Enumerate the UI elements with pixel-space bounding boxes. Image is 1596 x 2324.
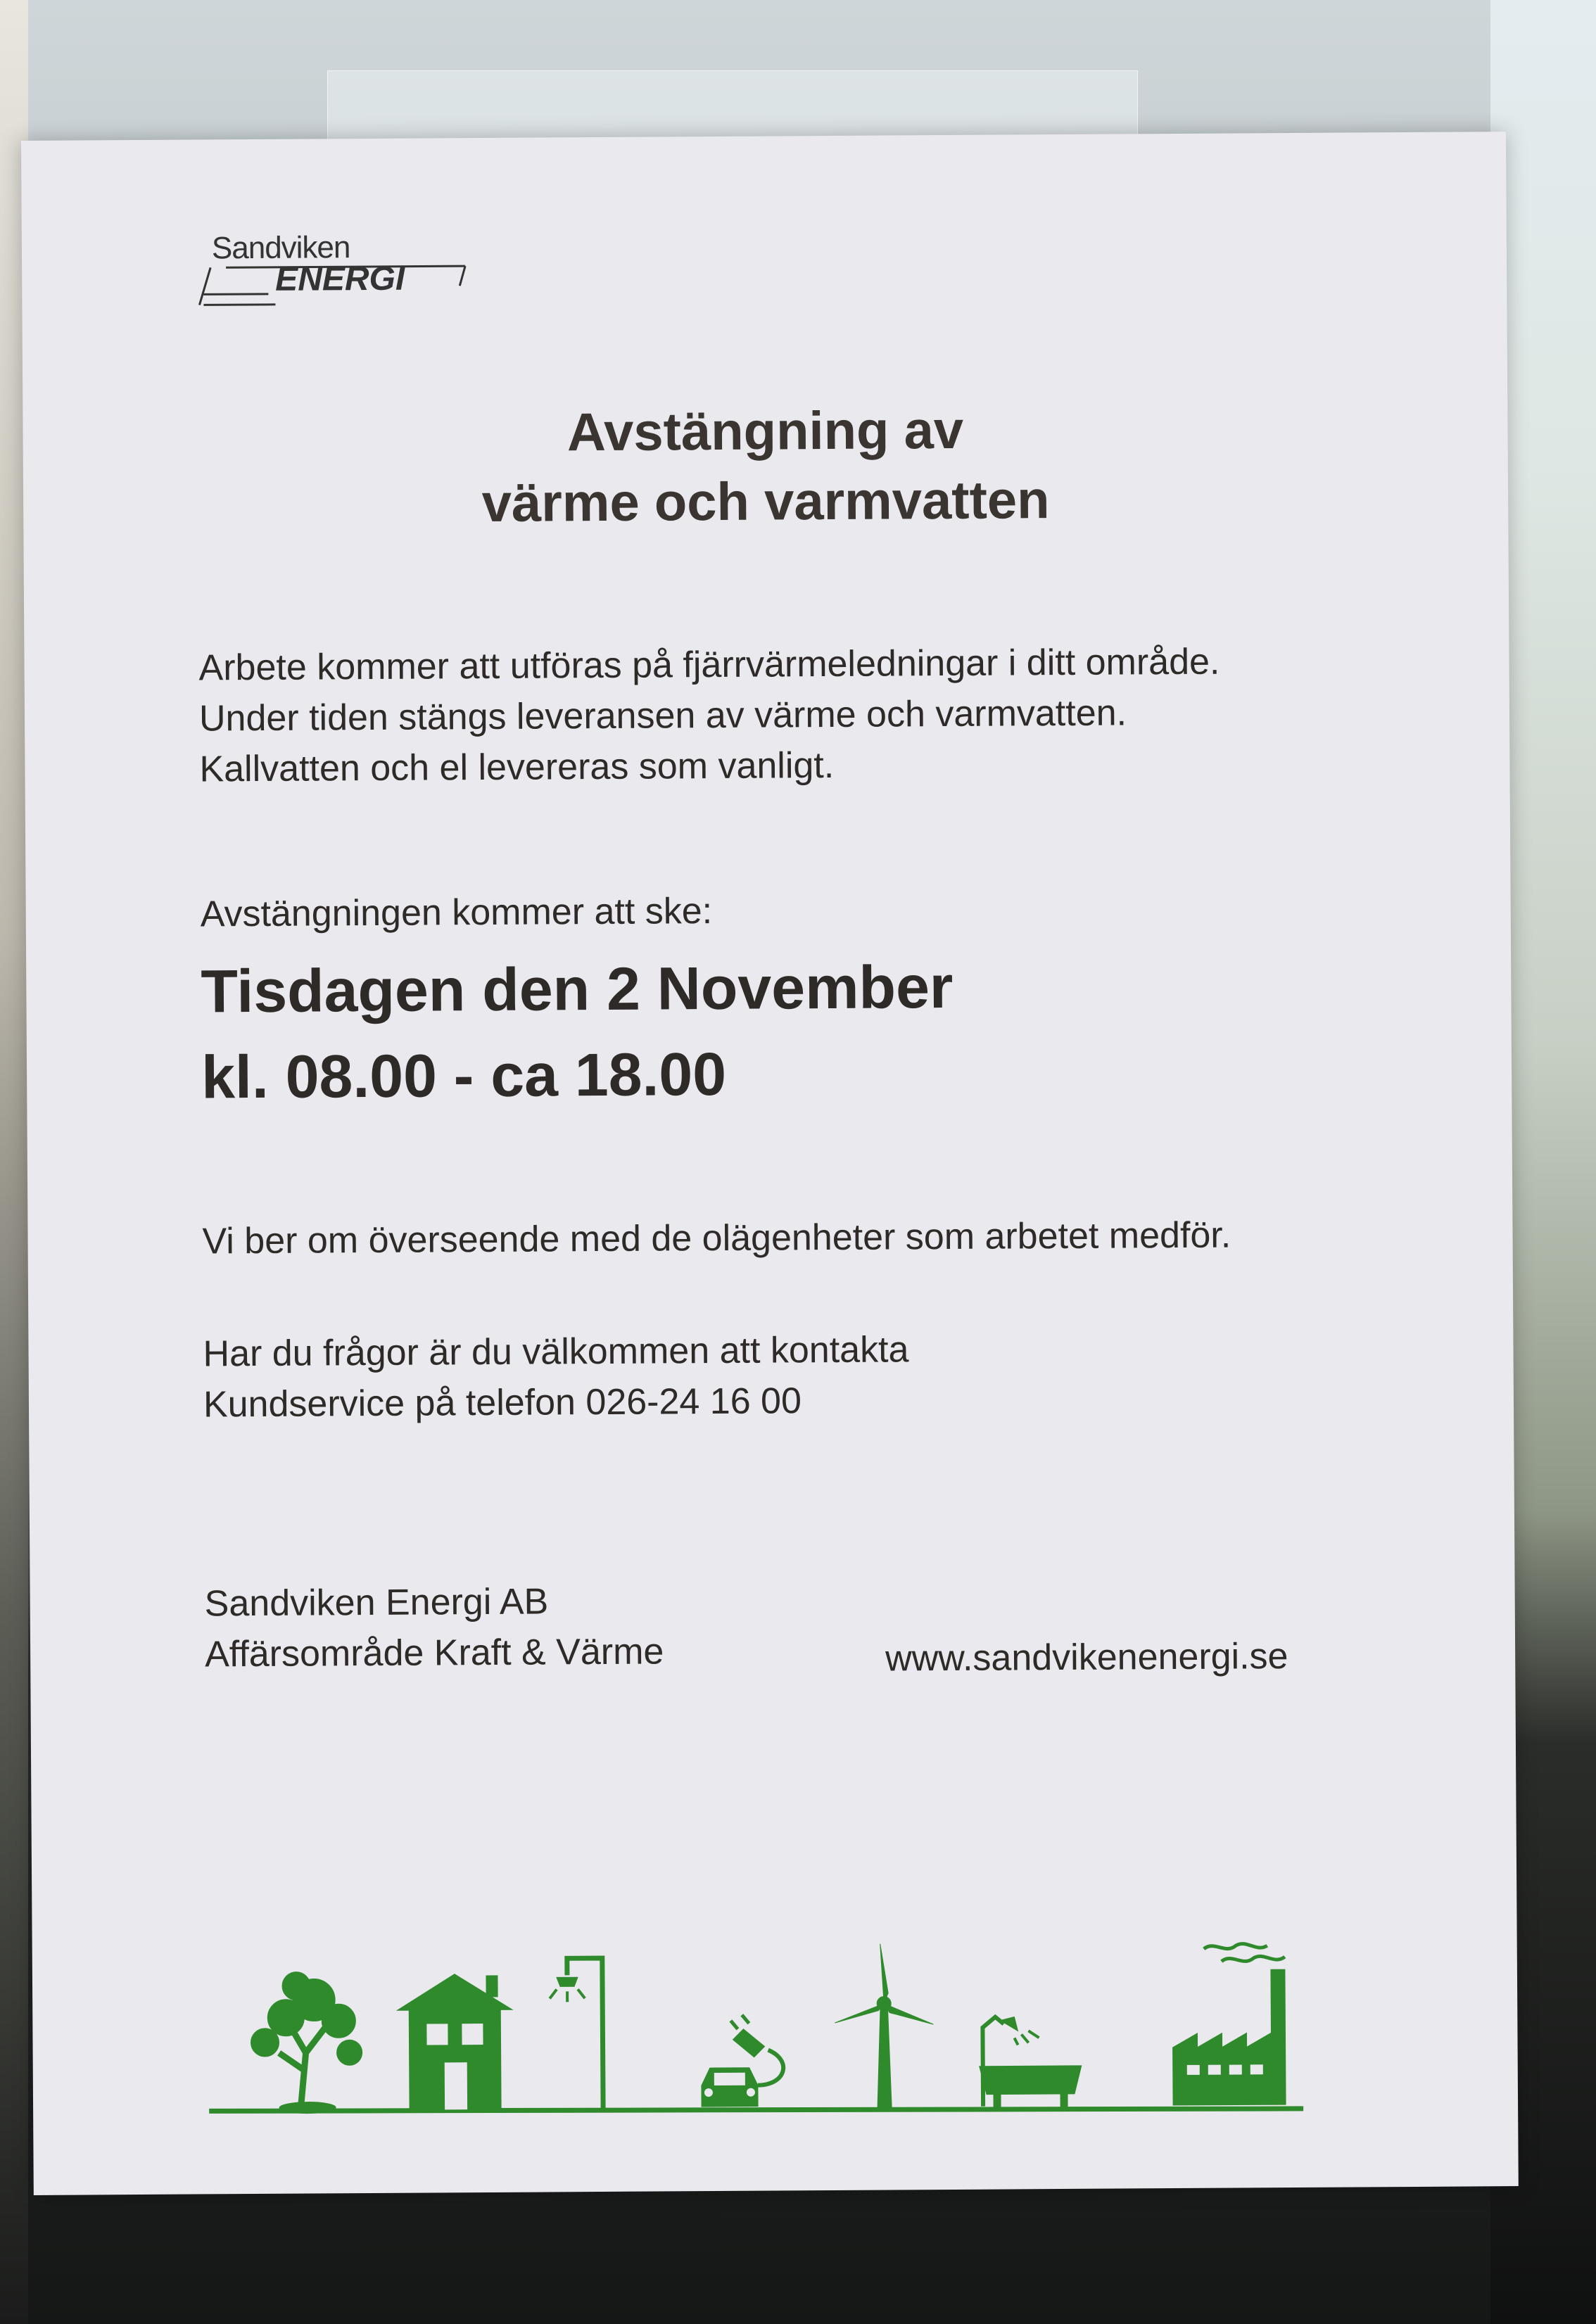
schedule-time: kl. 08.00 - ca 18.00 (201, 1040, 727, 1112)
sandviken-energi-logo (198, 229, 473, 308)
street-lamp-icon (550, 1958, 603, 2109)
logo-text-sandviken: Sandviken (211, 230, 350, 266)
company-name: Sandviken Energi AB (204, 1581, 549, 1625)
signature-block (204, 1575, 664, 1679)
contact-paragraph (203, 1324, 909, 1430)
house-icon (398, 1974, 512, 2110)
bathtub-icon (979, 2017, 1082, 2107)
website-link: www.sandvikenenergi.se (885, 1636, 1288, 1679)
intro-paragraph (198, 637, 1220, 795)
energy-illustration (208, 1941, 1307, 2131)
notice-title (23, 392, 1508, 542)
tree-icon (251, 1971, 362, 2114)
contact-line: Kundservice på telefon 026-24 16 00 (203, 1380, 802, 1425)
title-line-1: Avstängning av (566, 400, 964, 463)
business-area: Affärsområde Kraft & Värme (204, 1631, 664, 1675)
schedule-date: Tisdagen den 2 November (201, 953, 954, 1026)
title-line-2: värme och varmvatten (481, 470, 1050, 534)
intro-line: Under tiden stängs leveransen av värme och varmvatten. (198, 692, 1127, 739)
apology-text: Vi ber om överseende med de olägenheter som arbetet medför. (202, 1214, 1231, 1262)
notice-paper (21, 132, 1519, 2195)
logo-text-energi: ENERGI (275, 260, 405, 298)
contact-line: Har du frågor är du välkommen att kontakta (203, 1329, 909, 1375)
schedule-block (201, 944, 954, 1121)
intro-line: Arbete kommer att utföras på fjärrvärmeledningar i ditt område. (198, 641, 1220, 689)
electric-car-icon (701, 2014, 783, 2107)
wind-turbine-icon (835, 1943, 934, 2107)
factory-icon (1172, 1943, 1286, 2105)
schedule-lead: Avstängningen kommer att ske: (200, 891, 713, 935)
intro-line: Kallvatten och el levereras som vanligt. (199, 744, 835, 790)
